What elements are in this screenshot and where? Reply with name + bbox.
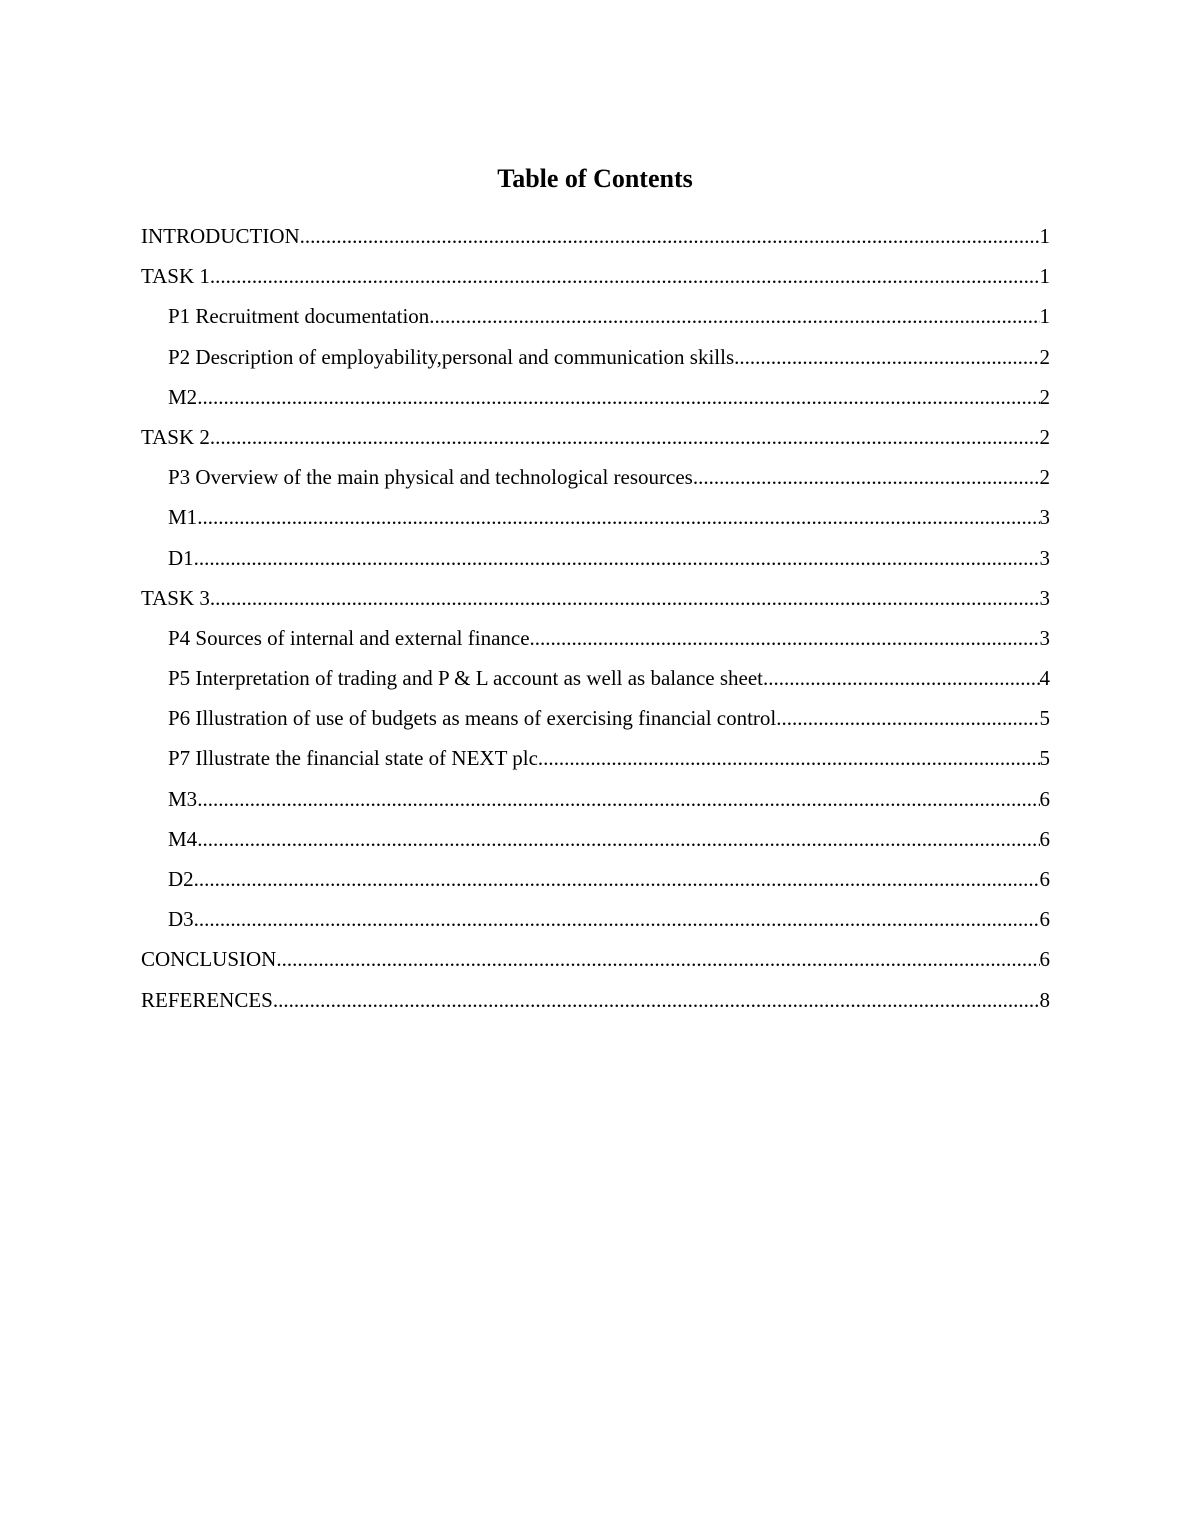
- toc-page-number: 5: [1039, 746, 1050, 771]
- toc-entry[interactable]: [141, 903, 1050, 943]
- toc-page-number: 6: [1039, 867, 1050, 891]
- toc-entry-title: M1: [168, 505, 198, 530]
- toc-entry-title: M3: [168, 786, 198, 811]
- toc-entry[interactable]: [141, 461, 1050, 501]
- toc-entry-title: P6 Illustration of use of budgets as means of exercising financial control: [168, 706, 777, 731]
- toc-page-number: 6: [1039, 786, 1050, 811]
- toc-entry-title: P4 Sources of internal and external finance: [168, 625, 530, 650]
- toc-dot-leader: [210, 421, 1040, 453]
- toc-dot-leader: [300, 220, 1040, 252]
- toc-entry-title: CONCLUSION: [141, 947, 277, 972]
- toc-page-number: 2: [1039, 465, 1050, 490]
- toc-dot-leader: [197, 381, 1039, 413]
- toc-entry-title: D2: [168, 867, 194, 891]
- toc-entry[interactable]: [141, 783, 1050, 823]
- toc-entry-title: REFERENCES: [141, 987, 273, 1012]
- toc-entry[interactable]: [141, 863, 1050, 903]
- toc-page-number: 1: [1039, 304, 1050, 329]
- toc-page-number: 1: [1039, 264, 1050, 289]
- toc-entry[interactable]: [141, 943, 1050, 983]
- toc-page-number: 2: [1039, 384, 1050, 409]
- toc-entry[interactable]: [141, 421, 1050, 461]
- toc-page-number: 3: [1039, 545, 1050, 570]
- table-of-contents: [141, 220, 1050, 1024]
- toc-dot-leader: [538, 742, 1040, 774]
- toc-entry-title: P7 Illustrate the financial state of NEXT plc: [168, 746, 538, 771]
- toc-entry[interactable]: [141, 662, 1050, 702]
- toc-dot-leader: [210, 260, 1040, 292]
- toc-page-number: 3: [1039, 625, 1050, 650]
- toc-entry[interactable]: [141, 582, 1050, 622]
- toc-page-number: 6: [1039, 826, 1050, 851]
- toc-entry[interactable]: [141, 260, 1050, 300]
- toc-entry[interactable]: [141, 622, 1050, 662]
- toc-dot-leader: [197, 501, 1039, 533]
- toc-entry-title: P3 Overview of the main physical and technological resources: [168, 465, 693, 490]
- toc-entry[interactable]: [141, 542, 1050, 582]
- toc-entry[interactable]: [141, 220, 1050, 260]
- toc-entry[interactable]: [141, 300, 1050, 340]
- toc-dot-leader: [763, 662, 1040, 694]
- toc-dot-leader: [210, 582, 1040, 614]
- toc-dot-leader: [734, 341, 1039, 373]
- toc-entry[interactable]: [141, 501, 1050, 541]
- toc-dot-leader: [197, 823, 1039, 855]
- toc-entry[interactable]: [141, 823, 1050, 863]
- toc-entry[interactable]: [141, 984, 1050, 1024]
- toc-entry[interactable]: [141, 742, 1050, 782]
- toc-entry-title: INTRODUCTION: [141, 224, 300, 248]
- toc-dot-leader: [194, 863, 1040, 895]
- toc-title: Table of Contents: [497, 164, 693, 193]
- toc-dot-leader: [693, 461, 1040, 493]
- toc-page-number: 2: [1039, 424, 1050, 449]
- toc-entry-title: TASK 2: [141, 424, 210, 449]
- toc-entry-title: P1 Recruitment documentation: [168, 304, 430, 329]
- toc-dot-leader: [776, 702, 1039, 734]
- toc-entry-title: D1: [168, 545, 194, 570]
- toc-dot-leader: [273, 984, 1040, 1016]
- toc-dot-leader: [194, 542, 1040, 574]
- toc-entry[interactable]: [141, 702, 1050, 742]
- toc-entry[interactable]: [141, 381, 1050, 421]
- toc-entry-title: D3: [168, 907, 194, 932]
- toc-page-number: 4: [1039, 666, 1050, 691]
- toc-page-number: 6: [1039, 947, 1050, 972]
- toc-dot-leader: [197, 783, 1039, 815]
- toc-entry-title: P5 Interpretation of trading and P & L account as well as balance sheet: [168, 666, 763, 691]
- toc-entry-title: M4: [168, 826, 198, 851]
- toc-page-number: 1: [1039, 224, 1050, 248]
- toc-page-number: 8: [1039, 987, 1050, 1012]
- toc-page-number: 2: [1039, 344, 1050, 369]
- toc-dot-leader: [194, 903, 1040, 935]
- toc-entry-title: TASK 1: [141, 264, 210, 289]
- toc-entry-title: P2 Description of employability,personal and communication skills: [168, 344, 735, 369]
- toc-page-number: 3: [1039, 505, 1050, 530]
- toc-entry[interactable]: [141, 341, 1050, 381]
- toc-page-number: 5: [1039, 706, 1050, 731]
- toc-page-number: 6: [1039, 907, 1050, 932]
- toc-dot-leader: [276, 943, 1039, 975]
- toc-entry-title: TASK 3: [141, 585, 210, 610]
- toc-dot-leader: [530, 622, 1040, 654]
- toc-dot-leader: [429, 300, 1039, 332]
- toc-entry-title: M2: [168, 384, 198, 409]
- toc-page-number: 3: [1039, 585, 1050, 610]
